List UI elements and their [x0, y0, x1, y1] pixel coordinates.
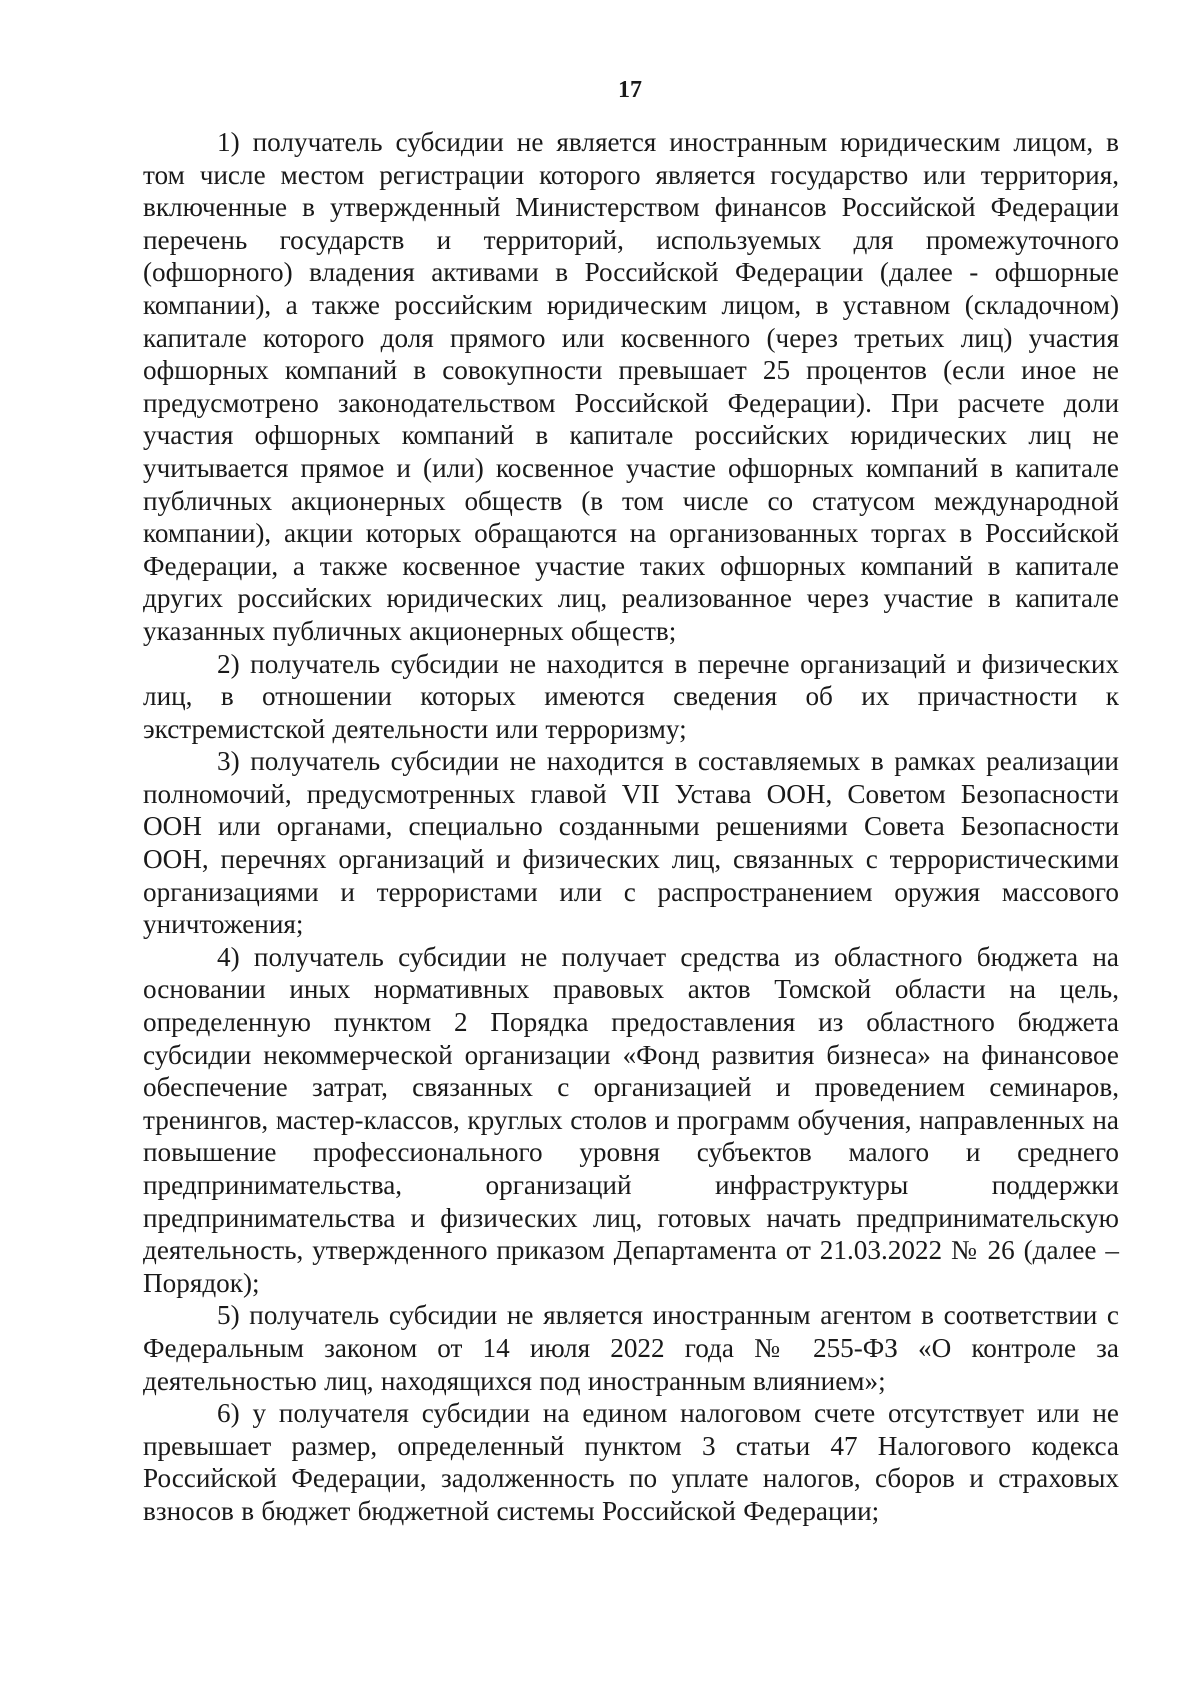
paragraph-2: 2) получатель субсидии не находится в перечне организаций и физических лиц, в отношении которых имеются сведения об их причастности к экстремистской деятельности или терроризму; [143, 648, 1119, 744]
paragraph-1: 1) получатель субсидии не является иностранным юридическим лицом, в том числе местом регистрации которого является государство или территория, включенные в утвержденный Министерством финансов Российской Федерации перечень государств и территорий, используемых для промежуточного (офшорного) владения активами в Российской Федерации (далее - офшорные компании), а также российским юридическим лицом, в уставном (складочном) капитале которого доля прямого или косвенного (через третьих лиц) участия офшорных компаний в совокупности превышает 25 процентов (если иное не предусмотрено законодательством Российской Федерации). При расчете доли участия офшорных компаний в капитале российских юридических лиц не учитывается прямое и (или) косвенное участие офшорных компаний в капитале публичных акционерных обществ (в том числе со статусом международной компании), акции которых обращаются на организованных торгах в Российской Федерации, а также косвенное участие таких офшорных компаний в капитале других российских юридических лиц, реализованное через участие в капитале указанных публичных акционерных обществ; [143, 127, 1119, 646]
paragraph-4: 4) получатель субсидии не получает средства из областного бюджета на основании иных нормативных правовых актов Томской области на цель, определенную пунктом 2 Порядка предоставления из областного бюджета субсидии некоммерческой организации «Фонд развития бизнеса» на финансовое обеспечение затрат, связанных с организацией и проведением семинаров, тренингов, мастер-классов, круглых столов и программ обучения, направленных на повышение профессионального уровня субъектов малого и среднего предпринимательства, организаций инфраструктуры поддержки предпринимательства и физических лиц, готовых начать предпринимательскую деятельность, утвержденного приказом Департамента от 21.03.2022 № 26 (далее – Порядок); [143, 941, 1119, 1298]
paragraph-3: 3) получатель субсидии не находится в составляемых в рамках реализации полномочий, предусмотренных главой VII Устава ООН, Советом Безопасности ООН или органами, специально созданными решениями Совета Безопасности ООН, перечнях организаций и физических лиц, связанных с террористическими организациями и террористами или с распространением оружия массового уничтожения; [143, 746, 1119, 940]
paragraph-6: 6) у получателя субсидии на едином налоговом счете отсутствует или не превышает размер, определенный пунктом 3 статьи 47 Налогового кодекса Российской Федерации, задолженность по уплате налогов, сборов и страховых взносов в бюджет бюджетной системы Российской Федерации; [143, 1398, 1119, 1526]
paragraph-5: 5) получатель субсидии не является иностранным агентом в соответствии с Федеральным законом от 14 июля 2022 года № 255-ФЗ «О контроле за деятельностью лиц, находящихся под иностранным влиянием»; [143, 1300, 1119, 1396]
document-body [143, 126, 1119, 1528]
page-number: 17 [618, 77, 642, 103]
